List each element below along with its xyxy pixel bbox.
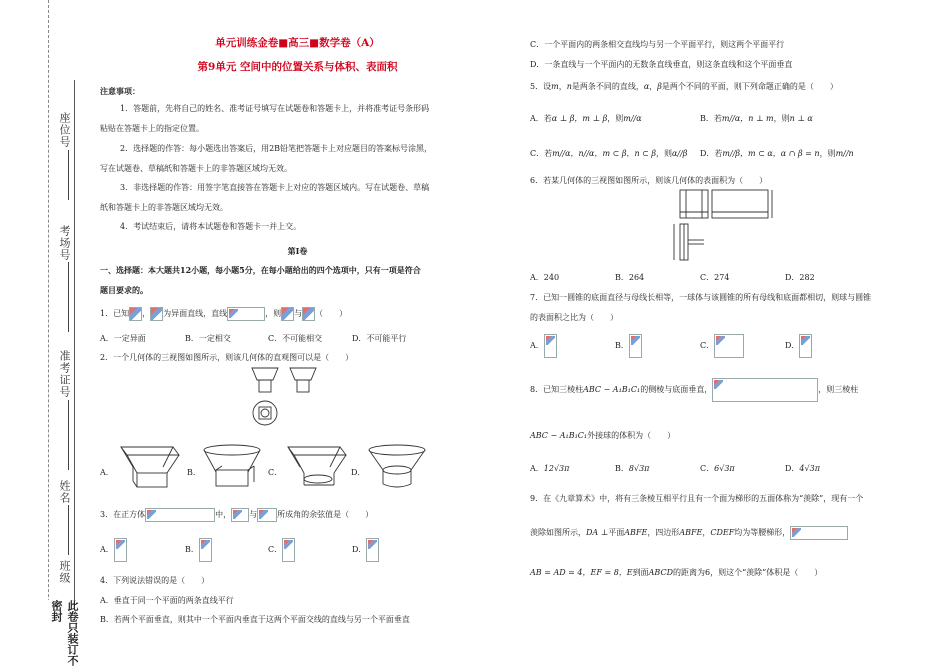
option-c[interactable]: C．274 — [700, 273, 730, 282]
formula-image — [145, 508, 215, 522]
class-label: 班级 — [58, 560, 71, 584]
top-view-circle — [253, 401, 277, 425]
side-view-bottom — [297, 380, 309, 392]
formula-image — [629, 334, 642, 358]
exam-title: 单元训练金卷■高三■数学卷（A） — [215, 37, 380, 49]
question-5: 5．设m，n是两条不同的直线，α，β是两个不同的平面，则下列命题正确的是（ ） — [530, 82, 838, 91]
cylinder-ellipse — [304, 475, 332, 483]
binding-dashed-line — [48, 0, 49, 672]
question-1: 1．已知 ， 为异面直线，直线 ，则 与 （ ） — [100, 307, 347, 321]
three-view-figure — [250, 366, 360, 428]
option-c[interactable]: C．不可能相交 — [268, 334, 323, 343]
option-d[interactable]: D． — [351, 468, 366, 477]
option-a[interactable]: A．一定异面 — [100, 334, 146, 343]
formula-image — [281, 307, 294, 321]
exam-room-label: 考场号 — [58, 225, 71, 261]
name-field[interactable] — [68, 505, 69, 555]
question-8: ABC − A₁B₁C₁外接球的体积为（ ） — [530, 431, 676, 440]
frustum-top-face — [121, 447, 179, 455]
binding-solid-line — [74, 80, 75, 672]
formula-image — [150, 307, 163, 321]
formula-image — [790, 526, 848, 540]
formula-image — [712, 378, 818, 402]
front-view — [680, 190, 708, 218]
option-d[interactable]: D．一条直线与一个平面内的无数条直线垂直，则这条直线和这个平面垂直 — [530, 60, 793, 69]
option-b[interactable]: B． — [185, 538, 212, 562]
seat-field[interactable] — [68, 150, 69, 200]
formula-image — [227, 307, 265, 321]
front-view-bottom — [259, 380, 271, 392]
formula-image — [282, 538, 295, 562]
solid-option-d — [365, 442, 431, 490]
option-c[interactable]: C． — [268, 538, 295, 562]
option-c[interactable]: C．一个平面内的两条相交直线均与另一个平面平行，则这两个平面平行 — [530, 40, 785, 49]
formula-image — [257, 508, 277, 522]
option-c[interactable]: C．若m//α，n//α，m ⊂ β，n ⊂ β，则α//β — [530, 149, 688, 158]
option-b[interactable]: B． — [187, 468, 201, 477]
formula-image — [714, 334, 744, 358]
section-instruction: 一、选择题：本大题共12小题，每小题5分，在每小题给出的四个选项中，只有一项是符合 — [100, 265, 421, 275]
notice-heading: 注意事项： — [100, 86, 140, 96]
option-b[interactable]: B．8√3π — [615, 464, 650, 473]
formula-image — [231, 508, 249, 522]
volume-heading: 第Ⅰ卷 — [287, 246, 308, 256]
option-a[interactable]: A．若α ⊥ β，m ⊥ β，则m//α — [530, 114, 642, 123]
formula-image — [302, 307, 315, 321]
solid-option-a — [115, 441, 183, 491]
front-view-top — [252, 368, 278, 380]
option-a[interactable]: A．12√3π — [530, 464, 570, 473]
formula-image — [129, 307, 142, 321]
option-a[interactable]: A． — [100, 468, 114, 477]
option-d[interactable]: D．282 — [785, 273, 815, 282]
exam-room-field[interactable] — [68, 262, 69, 332]
option-b[interactable]: B．若m//α，n ⊥ m，则n ⊥ α — [700, 114, 813, 123]
seal-notice: 此卷只装订不密封 — [48, 600, 80, 672]
option-b[interactable]: B． — [615, 334, 642, 358]
option-d[interactable]: D．4√3π — [785, 464, 820, 473]
notice-line: 1．答题前，先将自己的姓名、准考证号填写在试题卷和答题卡上，并将准考证号条形码 — [120, 104, 430, 113]
top-ellipse — [204, 445, 260, 455]
binding-margin — [0, 0, 95, 672]
formula-image — [799, 334, 812, 358]
name-label: 姓名 — [58, 480, 71, 504]
question-7: 的表面积之比为（ ） — [530, 313, 618, 322]
notice-line: 3．非选择题的作答：用签字笔直接答在答题卡上对应的答题区域内。写在试题卷、草稿 — [120, 183, 430, 192]
question-4: 4．下列说法错误的是（ ） — [100, 576, 210, 585]
option-b[interactable]: B．264 — [615, 273, 645, 282]
option-d[interactable]: D． — [785, 334, 812, 358]
cube-base — [216, 470, 248, 486]
option-d[interactable]: D．若m//β，m ⊂ α，α ∩ β = n，则m//n — [700, 149, 854, 158]
unit-subtitle: 第9单元 空间中的位置关系与体积、表面积 — [197, 61, 398, 73]
option-a[interactable]: A． — [100, 538, 127, 562]
formula-image — [366, 538, 379, 562]
side-view-top — [290, 368, 316, 380]
question-2: 2．一个几何体的三视图如图所示，则该几何体的直观图可以是（ ） — [100, 353, 354, 362]
notice-line: 2．选择题的作答：每小题选出答案后，用2B铅笔把答题卡上对应题目的答案标号涂黑， — [120, 144, 433, 153]
notice-line: 4．考试结束后，请将本试题卷和答题卡一并上交。 — [120, 222, 302, 231]
option-c[interactable]: C．6√3π — [700, 464, 735, 473]
notice-line: 纸和答题卡上的非答题区域均无效。 — [100, 203, 228, 212]
section-instruction: 题目要求的。 — [100, 285, 148, 295]
formula-image — [544, 334, 557, 358]
option-c[interactable]: C． — [700, 334, 744, 358]
question-9: 9．在《九章算术》中，将有三条棱互相平行且有一个面为梯形的五面体称为“羡除”，现有一个 — [530, 494, 864, 503]
formula-image — [114, 538, 127, 562]
option-d[interactable]: D．不可能平行 — [352, 334, 407, 343]
question-6: 6．若某几何体的三视图如图所示，则该几何体的表面积为（ ） — [530, 176, 768, 185]
ticket-label: 准考证号 — [58, 350, 71, 398]
question-8: 8．已知三棱柱ABC − A₁B₁C₁的侧棱与底面垂直， ，则三棱柱 — [530, 378, 858, 402]
ticket-field[interactable] — [68, 400, 69, 470]
notice-line: 粘贴在答题卡上的指定位置。 — [100, 124, 204, 133]
option-b[interactable]: B．一定相交 — [185, 334, 231, 343]
option-d[interactable]: D． — [352, 538, 379, 562]
option-b[interactable]: B．若两个平面垂直，则其中一个平面内垂直于这两个平面交线的直线与另一个平面垂直 — [100, 615, 410, 624]
notice-line: 写在试题卷、草稿纸和答题卡上的非答题区域均无效。 — [100, 164, 292, 173]
question-7: 7．已知一圆锥的底面直径与母线长相等，一球体与该圆锥的所有母线和底面都相切，则球与圆锥 — [530, 293, 872, 302]
top-view-inner-circle — [261, 409, 269, 417]
formula-image — [199, 538, 212, 562]
option-c[interactable]: C． — [268, 468, 283, 477]
option-a[interactable]: A．垂直于同一个平面的两条直线平行 — [100, 596, 234, 605]
option-a[interactable]: A． — [530, 334, 557, 358]
three-view-figure — [670, 188, 780, 266]
question-9: 羡除如图所示，DA ⊥平面ABFE，四边形ABFE，CDEF均为等腰梯形， — [530, 526, 848, 540]
solid-option-b — [200, 442, 266, 490]
question-9: AB = AD = 4，EF = 8，E到面ABCD的距离为6，则这个“羡除”体积是（ ） — [530, 568, 823, 577]
question-3: 3．在正方体 中， 与 所成角的余弦值是（ ） — [100, 508, 373, 522]
cube-base — [137, 473, 167, 487]
seat-label: 座位号 — [58, 112, 71, 148]
side-view — [712, 190, 768, 218]
option-a[interactable]: A．240 — [530, 273, 560, 282]
solid-option-c — [282, 441, 350, 491]
